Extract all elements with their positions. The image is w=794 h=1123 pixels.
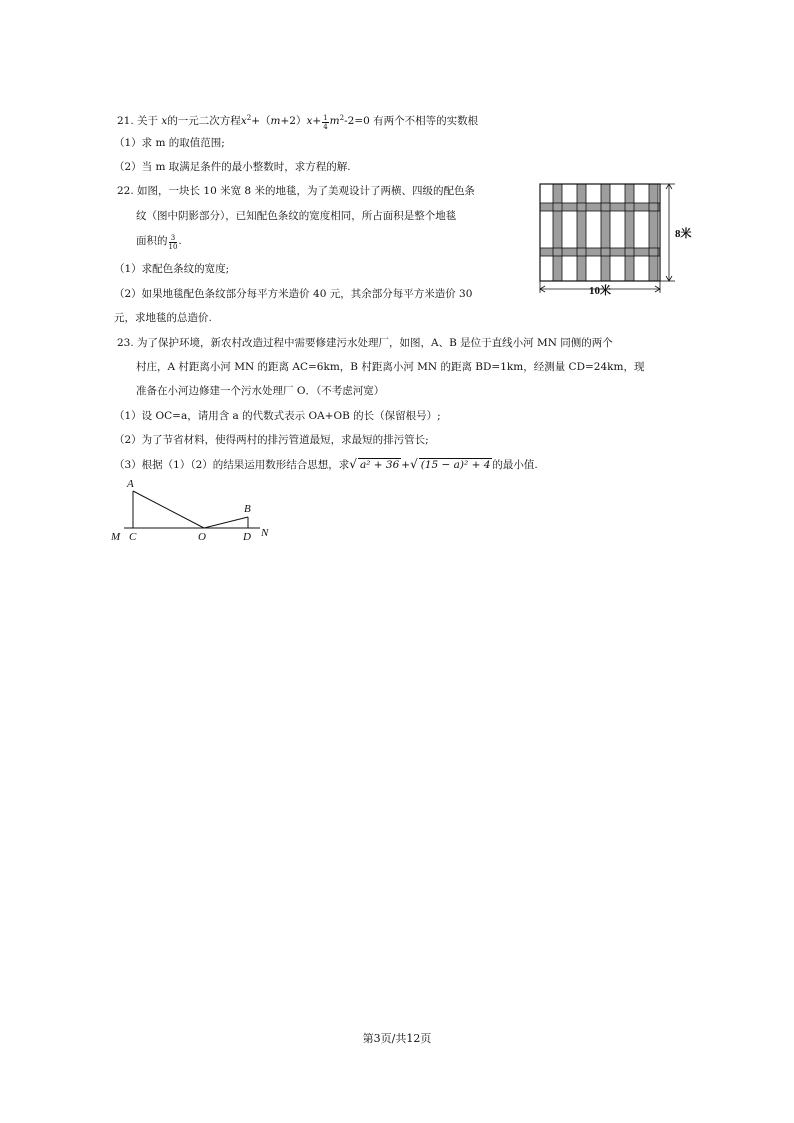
q22-part2a: （2）如果地毯配色条纹部分每平方米造价 40 元，其余部分每平方米造价 30 [114,288,473,300]
q23-number: 23. [117,337,134,349]
label-a: A [127,478,134,490]
vertical-stripe [601,184,610,281]
q22-line2: 纹（图中阴影部分），已知配色条纹的宽度相同，所占面积是整个地毯 [136,210,457,222]
q23-line1 [117,336,613,350]
q21-tail: 有两个不相等的实数根 [373,115,479,127]
vertical-stripe [577,184,586,281]
carpet-stripes [540,184,660,281]
sqrt-term-1: a² + 36 [359,459,400,471]
segment-ob [204,517,248,528]
vertical-stripe [553,184,562,281]
q22-number: 22. [117,185,134,197]
q21-stem: 21. 关于 x的一元二次方程$x^2+(m+2)x+$ $\frac{1}{4}$ $m^2-2=0$ 有两个不相等的实数根 [117,114,479,131]
q23-text1: 为了保护环境，新农村改造过程中需要修建污水处理厂，如图，A、B 是位于直线小河 MN 同侧的两个 [137,337,613,349]
q23-part2: （2）为了节省材料，使得两村的排污管道最短，求最短的排污管长; [114,434,429,446]
label-d: D [243,531,251,543]
sqrt-term-2: (15 − a)² + 4 [420,459,491,471]
q22-fraction: $\frac{3}{10}$ [168,234,178,251]
vertical-stripe [649,184,658,281]
width-label: 10米 [589,285,611,297]
q21-part2: （2）当 m 取满足条件的最小整数时，求方程的解. [114,161,351,173]
q21-part1: （1）求 m 的取值范围; [114,137,225,149]
q21-eq-a: +（ [251,115,271,127]
q22-line1 [117,184,475,198]
q23-part3: （3）根据（1）（2）的结果运用数形结合思想，求√ a² + 36 +√ (15 − a)² + 4 的最小值. [114,457,538,471]
q22-text1: 如图，一块长 10 米宽 8 米的地毯，为了美观设计了两横、四级的配色条 [137,185,475,197]
q21-eq-d: -2=0 [344,115,370,127]
label-o: O [198,531,206,543]
carpet-figure [535,178,695,298]
river-figure [108,474,283,546]
label-n: N [261,527,269,539]
label-m: M [111,531,121,543]
label-c: C [129,531,137,543]
q22-line3: 面积的 $\frac{3}{10}$ . [136,234,182,251]
q23-line2: 村庄，A 村距离小河 MN 的距离 AC=6km，B 村距离小河 MN 的距离 BD=1km，经测量 CD=24km，现 [136,361,645,373]
q21-lead: 关于 [137,115,159,127]
segment-ao [133,491,204,528]
page-footer: 第3页/共12页 [362,1032,432,1045]
height-label: 8米 [675,228,692,240]
vertical-stripe [625,184,634,281]
height-dimension [660,184,675,281]
q21-mid1: 的一元二次方程 [167,115,241,127]
horizontal-stripe [540,203,660,211]
q21-eq-c: + [312,115,322,127]
q23-line3: 准备在小河边修建一个污水处理厂 O．（不考虑河宽） [136,385,385,397]
q22-part1: （1）求配色条纹的宽度; [114,263,230,275]
label-b: B [244,503,251,515]
q21-number: 21. [117,115,134,127]
q23-part1: （1）设 OC=a，请用含 a 的代数式表示 OA+OB 的长（保留根号）; [114,410,441,422]
q22-part2b: 元，求地毯的总造价. [114,312,212,324]
horizontal-stripe [540,248,660,256]
q21-eq-b: +2） [280,115,307,127]
q21-fraction: $\frac{1}{4}$ [323,114,328,131]
